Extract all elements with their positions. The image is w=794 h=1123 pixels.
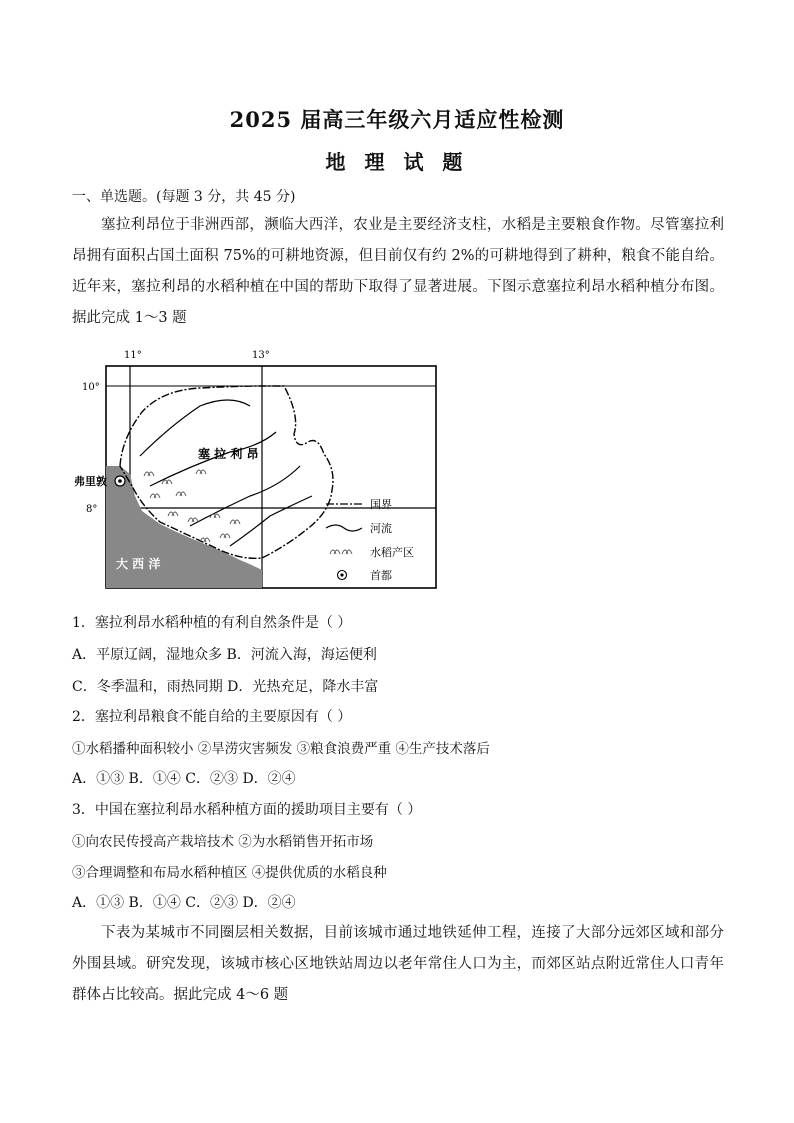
question-3-stem: 3．中国在塞拉利昂水稻种植方面的援助项目主要有（ ） <box>72 802 422 818</box>
lon-label-11: 11° <box>124 350 142 361</box>
question-3-statements-1: ①向农民传授高产栽培技术 ②为水稻销售开拓市场 <box>72 834 374 850</box>
legend-capital: 首都 <box>370 569 392 582</box>
sierra-leone-rice-map <box>74 346 440 590</box>
lon-label-13: 13° <box>252 350 270 361</box>
lat-label-10: 10° <box>82 382 100 393</box>
ocean-label: 大 西 洋 <box>116 557 161 571</box>
question-2-statements: ①水稻播种面积较小 ②旱涝灾害频发 ③粮食浪费严重 ④生产技术落后 <box>72 741 490 757</box>
question-2-stem: 2．塞拉利昂粮食不能自给的主要原因有（ ） <box>72 709 352 725</box>
question-3-statements-2: ③合理调整和布局水稻种植区 ④提供优质的水稻良种 <box>72 865 387 881</box>
country-label: 塞 拉 利 昂 <box>198 447 259 461</box>
capital-label: 弗里敦 <box>74 475 107 488</box>
question-1-options-cd: C．冬季温和，雨热同期 D．光热充足，降水丰富 <box>72 679 379 695</box>
question-2-options: A．①③ B．①④ C．②③ D．②④ <box>72 771 296 787</box>
passage-city-metro: 下表为某城市不同圈层相关数据，目前该城市通过地铁延伸工程，连接了大部分远郊区域和部分外围县域。研究发现，该城市核心区地铁站周边以老年常住人口为主，而郊区站点附近常住人口青年群体占比较高。据此完成 4～6 题 <box>72 925 724 1003</box>
legend-border: 国界 <box>370 498 392 511</box>
legend-river: 河流 <box>370 522 392 535</box>
subject-title: 地 理 试 题 <box>325 150 469 174</box>
question-3-options: A．①③ B．①④ C．②③ D．②④ <box>72 895 296 911</box>
legend-rice: 水稻产区 <box>370 546 414 559</box>
lat-label-8: 8° <box>86 504 98 515</box>
river-3 <box>190 466 300 526</box>
map-legend <box>326 498 414 582</box>
passage-sierra-leone: 塞拉利昂位于非洲西部，濒临大西洋，农业是主要经济支柱，水稻是主要粮食作物。尽管塞拉利昂拥有面积占国土面积 75%的可耕地资源，但目前仅有约 2%的可耕地得到了耕种，粮食不能自给。近年来，塞拉利昂的水稻种植在中国的帮助下取得了显著进展。下图示意塞拉利昂水稻种植分布图。据此完成 1～3 题 <box>72 217 724 326</box>
question-1-stem: 1．塞拉利昂水稻种植的有利自然条件是（ ） <box>72 615 352 631</box>
exam-title: 2025 届高三年级六月适应性检测 <box>229 107 565 132</box>
section-heading: 一、单选题。(每题 3 分，共 45 分) <box>72 189 296 205</box>
river-4 <box>230 496 312 546</box>
question-1-options-ab: A．平原辽阔，湿地众多 B．河流入海，海运便利 <box>72 647 377 663</box>
